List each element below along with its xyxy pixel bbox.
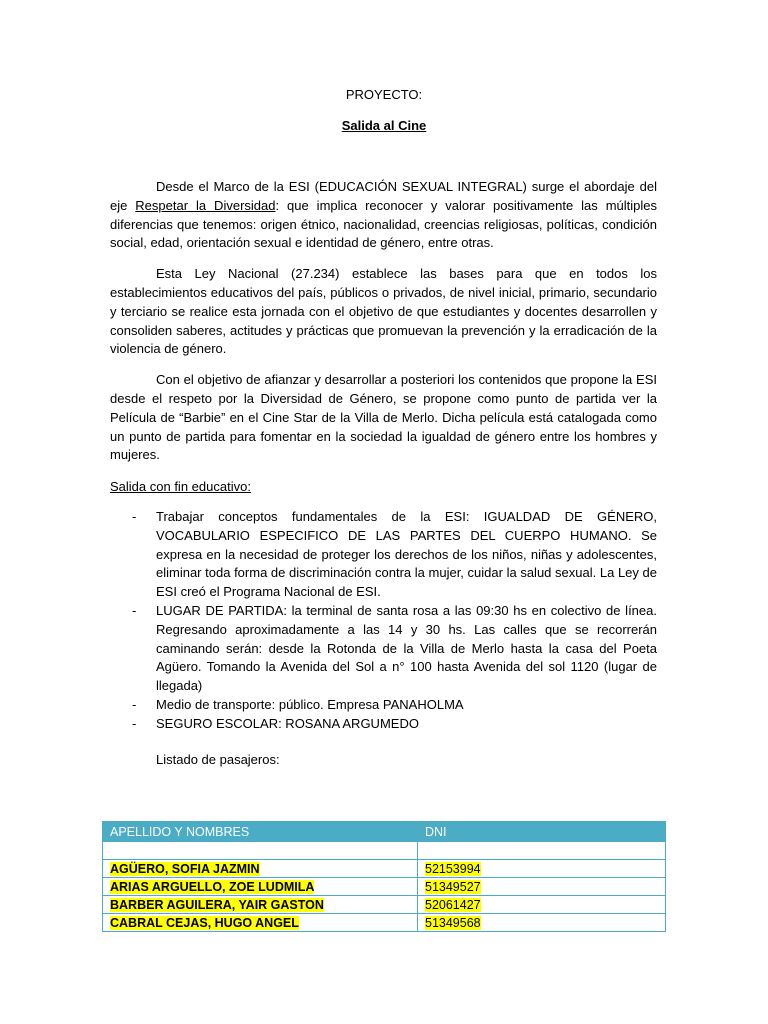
list-item: - LUGAR DE PARTIDA: la terminal de santa rosa a las 09:30 hs en colectivo de línea. Regresando aproximadamente a las 14 y 30 hs. Las calles que se recorrerán caminando serán: desde la Rotonda de la Villa de Merlo hasta la casa del Poeta Agüero. Tomando la Avenida del Sol a n° 100 hasta Avenida del sol 1120 (lugar de llegada) — [132, 602, 657, 694]
name-cell: ARIAS ARGUELLO, ZOE LUDMILA — [103, 878, 418, 896]
document-title: PROYECTO: — [345, 87, 423, 102]
list-item: - Medio de transporte: público. Empresa PANAHOLMA — [110, 696, 657, 715]
table-row — [103, 842, 666, 860]
passenger-list-label: Listado de pasajeros: — [156, 752, 280, 767]
table-row — [103, 878, 666, 896]
dash-marker: - — [132, 602, 137, 618]
dash-marker: - — [132, 696, 137, 712]
paragraph-esi: Desde el Marco de la ESI (EDUCACIÓN SEXUAL INTEGRAL) surge el abordaje del eje Respetar la Diversidad: que implica reconocer y valorar positivamente las múltiples diferencias que tenemos: origen étnico, nacionalidad, creencias religiosas, políticas, condición social, edad, orientación sexual e identidad de género, entre otras. — [110, 179, 657, 251]
table-row — [103, 896, 666, 914]
paragraph-ley: Esta Ley Nacional (27.234) establece las bases para que en todos los establecimientos educativos del país, públicos o privados, de nivel inicial, primario, secundario y terciario se realice esta jornada con el objetivo de que estudiantes y docentes desarrollen y consoliden saberes, actitudes y prácticas que promuevan la prevención y la erradicación de la violencia de género. — [110, 266, 657, 357]
dash-marker: - — [132, 509, 137, 524]
name-cell: BARBER AGUILERA, YAIR GASTON — [103, 896, 418, 914]
name-cell: CABRAL CEJAS, HUGO ANGEL — [103, 914, 418, 932]
section-label: Salida con fin educativo: — [110, 479, 251, 494]
dni-cell: 51349568 — [418, 914, 666, 932]
table-row — [103, 860, 666, 878]
underlined-phrase: Respetar la Diversidad — [135, 197, 276, 213]
list-item: - Trabajar conceptos fundamentales de la ESI: IGUALDAD DE GÉNERO, VOCABULARIO ESPECIFICO DE LAS PARTES DEL CUERPO HUMANO. Se expresa en la necesidad de proteger los derechos de los niños, niñas y adolescentes, eliminar toda forma de discriminación contra la mujer, cuidar la salud sexual. La Ley de ESI creó el Programa Nacional de ESI. — [132, 509, 657, 600]
passenger-table — [102, 821, 666, 932]
bullet-list — [110, 508, 657, 734]
dni-cell — [418, 842, 666, 860]
intro-text — [110, 178, 657, 477]
dash-marker: - — [132, 715, 137, 731]
name-cell — [103, 842, 418, 860]
table-row — [103, 914, 666, 932]
list-item: - SEGURO ESCOLAR: ROSANA ARGUMEDO — [110, 715, 657, 734]
paragraph-objetivo: Con el objetivo de afianzar y desarrollar a posteriori los contenidos que propone la ESI desde el respeto por la Diversidad de Género, se propone como punto de partida ver la Película de “Barbie” en el Cine Star de la Villa de Merlo. Dicha película está catalogada como un punto de partida para fomentar en la sociedad la igualdad de género entre los hombres y mujeres. — [110, 372, 657, 463]
dni-cell: 52061427 — [418, 896, 666, 914]
document-subtitle: Salida al Cine — [341, 118, 427, 133]
column-header-dni: DNI — [418, 822, 666, 842]
name-cell: AGÜERO, SOFIA JAZMIN — [103, 860, 418, 878]
column-header-name: APELLIDO Y NOMBRES — [103, 822, 418, 842]
table-header-row — [103, 822, 666, 842]
dni-cell: 52153994 — [418, 860, 666, 878]
dni-cell: 51349527 — [418, 878, 666, 896]
